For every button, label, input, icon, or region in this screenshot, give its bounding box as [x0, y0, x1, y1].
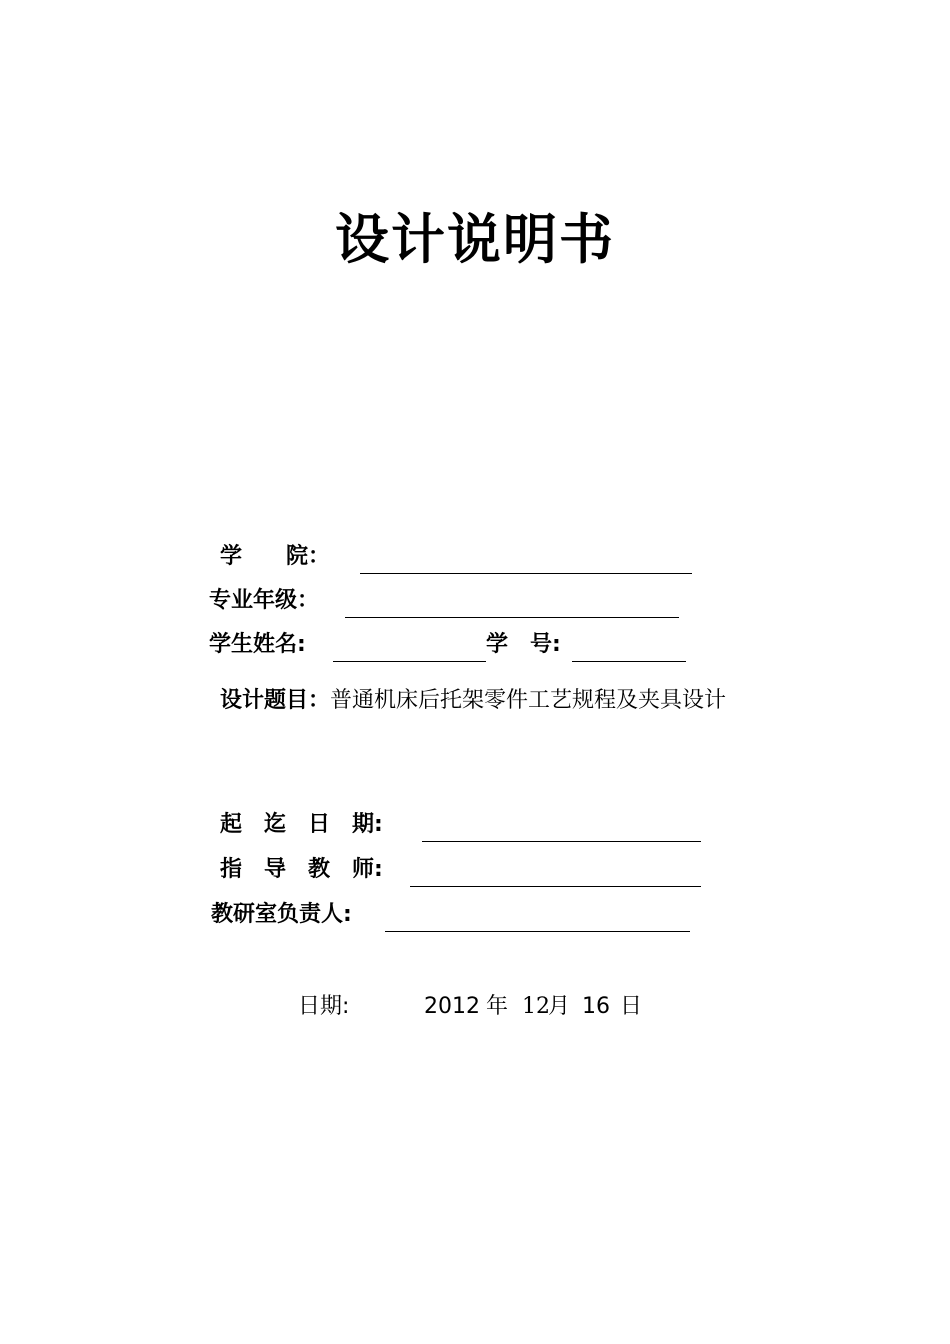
- advisor-label: 指 导 教 师:: [220, 857, 383, 882]
- college-row: [220, 540, 692, 574]
- subject-row: [220, 684, 726, 718]
- date-day-unit: 日: [620, 994, 643, 1019]
- major-field[interactable]: [345, 591, 679, 618]
- lab-head-label: 教研室负责人:: [211, 902, 352, 927]
- lab-head-field[interactable]: [385, 905, 690, 932]
- student-id-field[interactable]: [572, 635, 686, 662]
- date-label: 日期:: [298, 994, 350, 1019]
- period-field[interactable]: [422, 815, 701, 842]
- date-year: 2012: [424, 994, 480, 1019]
- lab-head-row: [211, 898, 690, 932]
- period-row: [220, 808, 701, 842]
- subject-value: 普通机床后托架零件工艺规程及夹具设计: [330, 688, 727, 713]
- date-month: 12: [522, 994, 550, 1019]
- major-row: [209, 584, 679, 618]
- major-label: 专业年级：: [209, 588, 320, 613]
- document-title: 设计说明书: [335, 208, 615, 271]
- college-field[interactable]: [360, 547, 692, 574]
- student-id-label: 学 号:: [486, 632, 561, 657]
- date-year-unit: 年: [486, 994, 509, 1019]
- period-label: 起 迄 日 期:: [220, 812, 383, 837]
- date-row: [298, 990, 650, 1024]
- college-label: 学 院：: [220, 544, 331, 569]
- subject-label: 设计题目：: [220, 688, 331, 713]
- advisor-row: [220, 853, 701, 887]
- student-row: [209, 628, 686, 662]
- date-day: 16: [582, 994, 610, 1019]
- student-name-field[interactable]: [333, 635, 486, 662]
- advisor-field[interactable]: [410, 860, 701, 887]
- date-month-unit: 月: [548, 994, 571, 1019]
- student-name-label: 学生姓名:: [209, 632, 306, 657]
